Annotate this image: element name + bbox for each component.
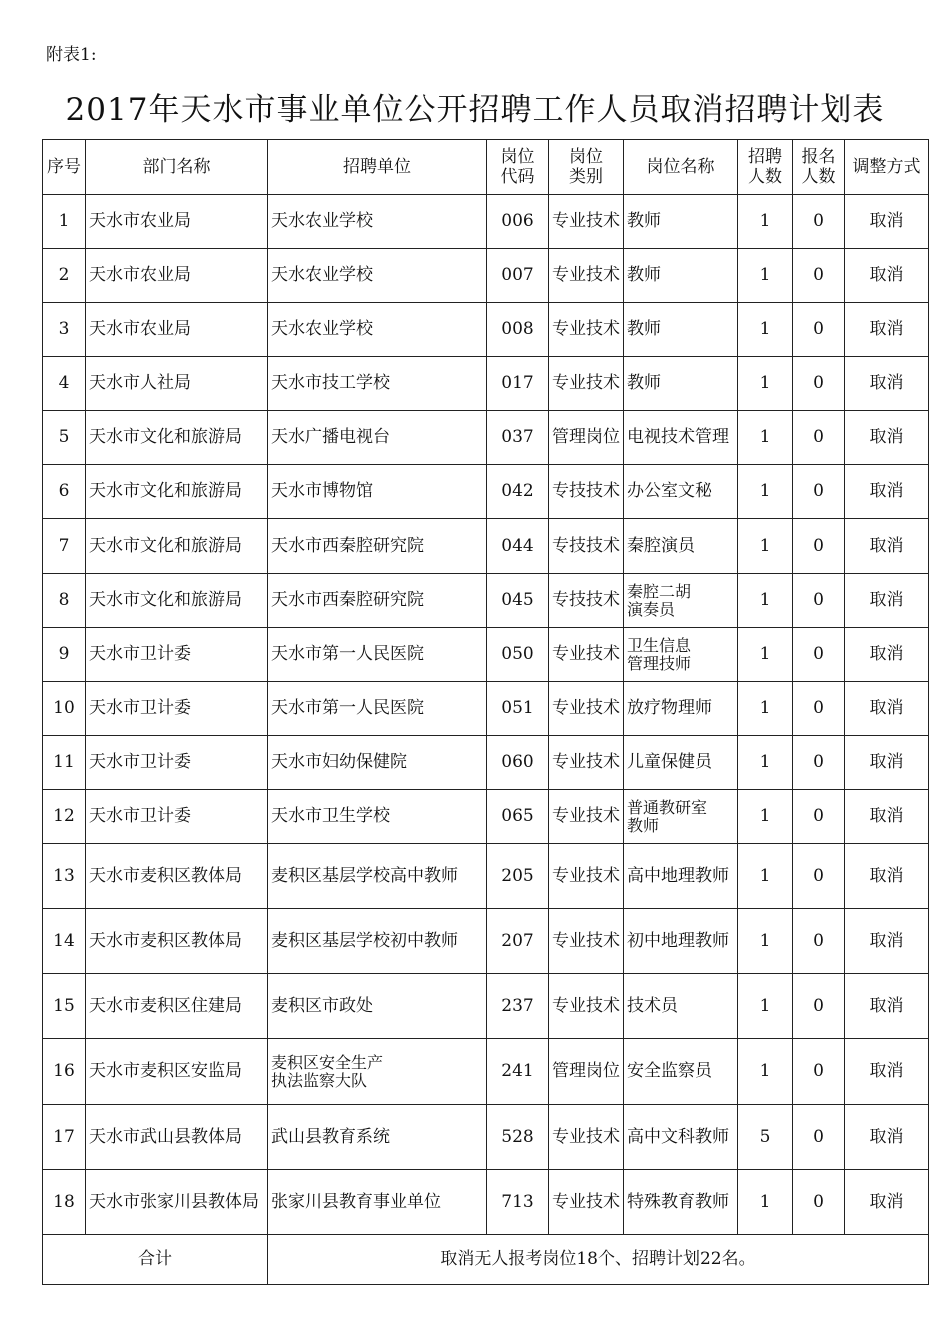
cell-hire: 1 bbox=[738, 357, 793, 411]
cell-unit: 武山县教育系统 bbox=[268, 1105, 487, 1170]
cell-seq: 10 bbox=[43, 682, 86, 736]
cell-applied: 0 bbox=[793, 736, 845, 790]
cell-post: 技术员 bbox=[624, 974, 738, 1039]
header-category: 岗位 类别 bbox=[549, 140, 624, 195]
cell-applied: 0 bbox=[793, 357, 845, 411]
cell-category: 专技技术 bbox=[549, 465, 624, 519]
cell-applied: 0 bbox=[793, 303, 845, 357]
cell-post: 特殊教育教师 bbox=[624, 1170, 738, 1235]
cell-category: 专业技术 bbox=[549, 844, 624, 909]
table-row bbox=[43, 1039, 929, 1105]
cell-hire: 1 bbox=[738, 790, 793, 844]
cell-dept: 天水市文化和旅游局 bbox=[86, 519, 268, 574]
page-title: 2017年天水市事业单位公开招聘工作人员取消招聘计划表 bbox=[65, 92, 885, 128]
cell-applied: 0 bbox=[793, 974, 845, 1039]
cell-post: 高中文科教师 bbox=[624, 1105, 738, 1170]
cell-seq: 6 bbox=[43, 465, 86, 519]
total-summary: 取消无人报考岗位18个、招聘计划22名。 bbox=[268, 1235, 929, 1285]
cell-seq: 16 bbox=[43, 1039, 86, 1105]
cell-post: 教师 bbox=[624, 357, 738, 411]
cell-adjust: 取消 bbox=[845, 249, 929, 303]
cell-applied: 0 bbox=[793, 682, 845, 736]
header-seq: 序号 bbox=[43, 140, 86, 195]
header-dept: 部门名称 bbox=[86, 140, 268, 195]
cell-unit: 天水市第一人民医院 bbox=[268, 628, 487, 682]
table-row bbox=[43, 357, 929, 411]
cell-category: 专业技术 bbox=[549, 974, 624, 1039]
cell-category: 专业技术 bbox=[549, 303, 624, 357]
cell-hire: 1 bbox=[738, 1170, 793, 1235]
cell-unit: 天水市西秦腔研究院 bbox=[268, 574, 487, 628]
cell-applied: 0 bbox=[793, 1170, 845, 1235]
cell-seq: 4 bbox=[43, 357, 86, 411]
cell-applied: 0 bbox=[793, 574, 845, 628]
cell-code: 007 bbox=[487, 249, 549, 303]
cell-adjust: 取消 bbox=[845, 909, 929, 974]
cell-unit: 天水广播电视台 bbox=[268, 411, 487, 465]
cell-code: 045 bbox=[487, 574, 549, 628]
cell-code: 037 bbox=[487, 411, 549, 465]
cell-post: 教师 bbox=[624, 195, 738, 249]
header-code: 岗位 代码 bbox=[487, 140, 549, 195]
cell-hire: 1 bbox=[738, 736, 793, 790]
cell-dept: 天水市卫计委 bbox=[86, 790, 268, 844]
cell-unit: 麦积区市政处 bbox=[268, 974, 487, 1039]
cell-unit: 天水农业学校 bbox=[268, 249, 487, 303]
cell-adjust: 取消 bbox=[845, 195, 929, 249]
cell-adjust: 取消 bbox=[845, 357, 929, 411]
cell-post: 教师 bbox=[624, 249, 738, 303]
cell-dept: 天水市文化和旅游局 bbox=[86, 465, 268, 519]
cell-code: 205 bbox=[487, 844, 549, 909]
cell-dept: 天水市农业局 bbox=[86, 249, 268, 303]
cell-seq: 15 bbox=[43, 974, 86, 1039]
cell-hire: 1 bbox=[738, 574, 793, 628]
header-applied: 报名 人数 bbox=[793, 140, 845, 195]
cell-dept: 天水市卫计委 bbox=[86, 628, 268, 682]
table-row bbox=[43, 465, 929, 519]
cell-dept: 天水市麦积区安监局 bbox=[86, 1039, 268, 1105]
total-label: 合计 bbox=[43, 1235, 268, 1285]
cell-hire: 1 bbox=[738, 974, 793, 1039]
cell-seq: 14 bbox=[43, 909, 86, 974]
cell-code: 237 bbox=[487, 974, 549, 1039]
cell-seq: 3 bbox=[43, 303, 86, 357]
cell-post: 安全监察员 bbox=[624, 1039, 738, 1105]
cell-hire: 1 bbox=[738, 303, 793, 357]
table-row bbox=[43, 974, 929, 1039]
cell-applied: 0 bbox=[793, 519, 845, 574]
cell-post: 秦腔二胡 演奏员 bbox=[624, 574, 738, 628]
cell-unit: 天水市博物馆 bbox=[268, 465, 487, 519]
cell-applied: 0 bbox=[793, 1039, 845, 1105]
cell-adjust: 取消 bbox=[845, 736, 929, 790]
header-hire: 招聘 人数 bbox=[738, 140, 793, 195]
cell-post: 教师 bbox=[624, 303, 738, 357]
cell-code: 065 bbox=[487, 790, 549, 844]
cell-code: 207 bbox=[487, 909, 549, 974]
cell-applied: 0 bbox=[793, 465, 845, 519]
cell-adjust: 取消 bbox=[845, 465, 929, 519]
cell-unit: 天水农业学校 bbox=[268, 303, 487, 357]
cell-code: 241 bbox=[487, 1039, 549, 1105]
cell-adjust: 取消 bbox=[845, 303, 929, 357]
cell-adjust: 取消 bbox=[845, 574, 929, 628]
cell-dept: 天水市张家川县教体局 bbox=[86, 1170, 268, 1235]
cell-category: 专业技术 bbox=[549, 909, 624, 974]
cell-adjust: 取消 bbox=[845, 682, 929, 736]
cell-adjust: 取消 bbox=[845, 844, 929, 909]
cell-category: 专技技术 bbox=[549, 574, 624, 628]
cell-code: 051 bbox=[487, 682, 549, 736]
table-row bbox=[43, 574, 929, 628]
cell-post: 秦腔演员 bbox=[624, 519, 738, 574]
cell-adjust: 取消 bbox=[845, 411, 929, 465]
cell-unit: 天水农业学校 bbox=[268, 195, 487, 249]
cell-unit: 天水市西秦腔研究院 bbox=[268, 519, 487, 574]
cell-code: 008 bbox=[487, 303, 549, 357]
cell-hire: 1 bbox=[738, 411, 793, 465]
cell-category: 专业技术 bbox=[549, 1170, 624, 1235]
table-row bbox=[43, 909, 929, 974]
cell-category: 专业技术 bbox=[549, 357, 624, 411]
cell-unit: 天水市技工学校 bbox=[268, 357, 487, 411]
cell-dept: 天水市农业局 bbox=[86, 195, 268, 249]
cell-dept: 天水市武山县教体局 bbox=[86, 1105, 268, 1170]
total-row bbox=[43, 1235, 929, 1285]
cell-adjust: 取消 bbox=[845, 1170, 929, 1235]
cell-category: 管理岗位 bbox=[549, 411, 624, 465]
table-row bbox=[43, 411, 929, 465]
header-post: 岗位名称 bbox=[624, 140, 738, 195]
cell-seq: 8 bbox=[43, 574, 86, 628]
table-row bbox=[43, 844, 929, 909]
cell-hire: 5 bbox=[738, 1105, 793, 1170]
cell-dept: 天水市卫计委 bbox=[86, 736, 268, 790]
header-row bbox=[43, 140, 929, 195]
cell-applied: 0 bbox=[793, 844, 845, 909]
cell-post: 放疗物理师 bbox=[624, 682, 738, 736]
cell-category: 专技技术 bbox=[549, 519, 624, 574]
cell-hire: 1 bbox=[738, 682, 793, 736]
cell-dept: 天水市农业局 bbox=[86, 303, 268, 357]
cell-dept: 天水市文化和旅游局 bbox=[86, 411, 268, 465]
cell-seq: 18 bbox=[43, 1170, 86, 1235]
cell-category: 专业技术 bbox=[549, 790, 624, 844]
cell-unit: 麦积区基层学校初中教师 bbox=[268, 909, 487, 974]
cell-post: 初中地理教师 bbox=[624, 909, 738, 974]
cell-dept: 天水市麦积区教体局 bbox=[86, 909, 268, 974]
cell-hire: 1 bbox=[738, 195, 793, 249]
cell-category: 专业技术 bbox=[549, 1105, 624, 1170]
cell-category: 专业技术 bbox=[549, 736, 624, 790]
cell-applied: 0 bbox=[793, 628, 845, 682]
cell-applied: 0 bbox=[793, 1105, 845, 1170]
cell-unit: 天水市卫生学校 bbox=[268, 790, 487, 844]
cell-adjust: 取消 bbox=[845, 1105, 929, 1170]
cell-seq: 17 bbox=[43, 1105, 86, 1170]
table-row bbox=[43, 682, 929, 736]
cell-hire: 1 bbox=[738, 249, 793, 303]
cell-post: 普通教研室 教师 bbox=[624, 790, 738, 844]
cell-seq: 2 bbox=[43, 249, 86, 303]
cell-dept: 天水市文化和旅游局 bbox=[86, 574, 268, 628]
cell-seq: 12 bbox=[43, 790, 86, 844]
table-row bbox=[43, 790, 929, 844]
table-row bbox=[43, 303, 929, 357]
cell-applied: 0 bbox=[793, 411, 845, 465]
cell-applied: 0 bbox=[793, 909, 845, 974]
cell-category: 专业技术 bbox=[549, 628, 624, 682]
cell-code: 044 bbox=[487, 519, 549, 574]
cell-code: 050 bbox=[487, 628, 549, 682]
cell-seq: 9 bbox=[43, 628, 86, 682]
cell-dept: 天水市人社局 bbox=[86, 357, 268, 411]
cell-dept: 天水市麦积区住建局 bbox=[86, 974, 268, 1039]
cell-hire: 1 bbox=[738, 844, 793, 909]
cell-category: 专业技术 bbox=[549, 249, 624, 303]
cell-hire: 1 bbox=[738, 909, 793, 974]
table-row bbox=[43, 1170, 929, 1235]
table-row bbox=[43, 628, 929, 682]
cell-code: 528 bbox=[487, 1105, 549, 1170]
table-row bbox=[43, 195, 929, 249]
cell-unit: 张家川县教育事业单位 bbox=[268, 1170, 487, 1235]
cell-unit: 天水市妇幼保健院 bbox=[268, 736, 487, 790]
cell-applied: 0 bbox=[793, 790, 845, 844]
cell-adjust: 取消 bbox=[845, 519, 929, 574]
cell-unit: 麦积区基层学校高中教师 bbox=[268, 844, 487, 909]
cell-adjust: 取消 bbox=[845, 974, 929, 1039]
cell-code: 017 bbox=[487, 357, 549, 411]
cell-seq: 5 bbox=[43, 411, 86, 465]
cell-dept: 天水市卫计委 bbox=[86, 682, 268, 736]
cell-adjust: 取消 bbox=[845, 790, 929, 844]
cell-code: 006 bbox=[487, 195, 549, 249]
header-unit: 招聘单位 bbox=[268, 140, 487, 195]
table-row bbox=[43, 1105, 929, 1170]
cell-applied: 0 bbox=[793, 249, 845, 303]
cell-unit: 天水市第一人民医院 bbox=[268, 682, 487, 736]
cell-post: 高中地理教师 bbox=[624, 844, 738, 909]
cell-hire: 1 bbox=[738, 465, 793, 519]
cancellation-table bbox=[42, 139, 929, 1285]
cell-seq: 13 bbox=[43, 844, 86, 909]
cell-adjust: 取消 bbox=[845, 628, 929, 682]
cell-post: 儿童保健员 bbox=[624, 736, 738, 790]
cell-applied: 0 bbox=[793, 195, 845, 249]
table-row bbox=[43, 249, 929, 303]
cell-category: 专业技术 bbox=[549, 682, 624, 736]
cell-seq: 1 bbox=[43, 195, 86, 249]
table-row bbox=[43, 519, 929, 574]
annex-label: 附表1: bbox=[46, 45, 97, 65]
cell-unit: 麦积区安全生产 执法监察大队 bbox=[268, 1039, 487, 1105]
cell-hire: 1 bbox=[738, 1039, 793, 1105]
table-row bbox=[43, 736, 929, 790]
cell-hire: 1 bbox=[738, 628, 793, 682]
cell-post: 卫生信息 管理技师 bbox=[624, 628, 738, 682]
cell-hire: 1 bbox=[738, 519, 793, 574]
cell-seq: 7 bbox=[43, 519, 86, 574]
cell-code: 042 bbox=[487, 465, 549, 519]
cell-post: 电视技术管理 bbox=[624, 411, 738, 465]
cell-seq: 11 bbox=[43, 736, 86, 790]
cell-category: 专业技术 bbox=[549, 195, 624, 249]
cell-dept: 天水市麦积区教体局 bbox=[86, 844, 268, 909]
cell-category: 管理岗位 bbox=[549, 1039, 624, 1105]
cell-post: 办公室文秘 bbox=[624, 465, 738, 519]
cell-code: 713 bbox=[487, 1170, 549, 1235]
cell-code: 060 bbox=[487, 736, 549, 790]
cell-adjust: 取消 bbox=[845, 1039, 929, 1105]
header-adjust: 调整方式 bbox=[845, 140, 929, 195]
